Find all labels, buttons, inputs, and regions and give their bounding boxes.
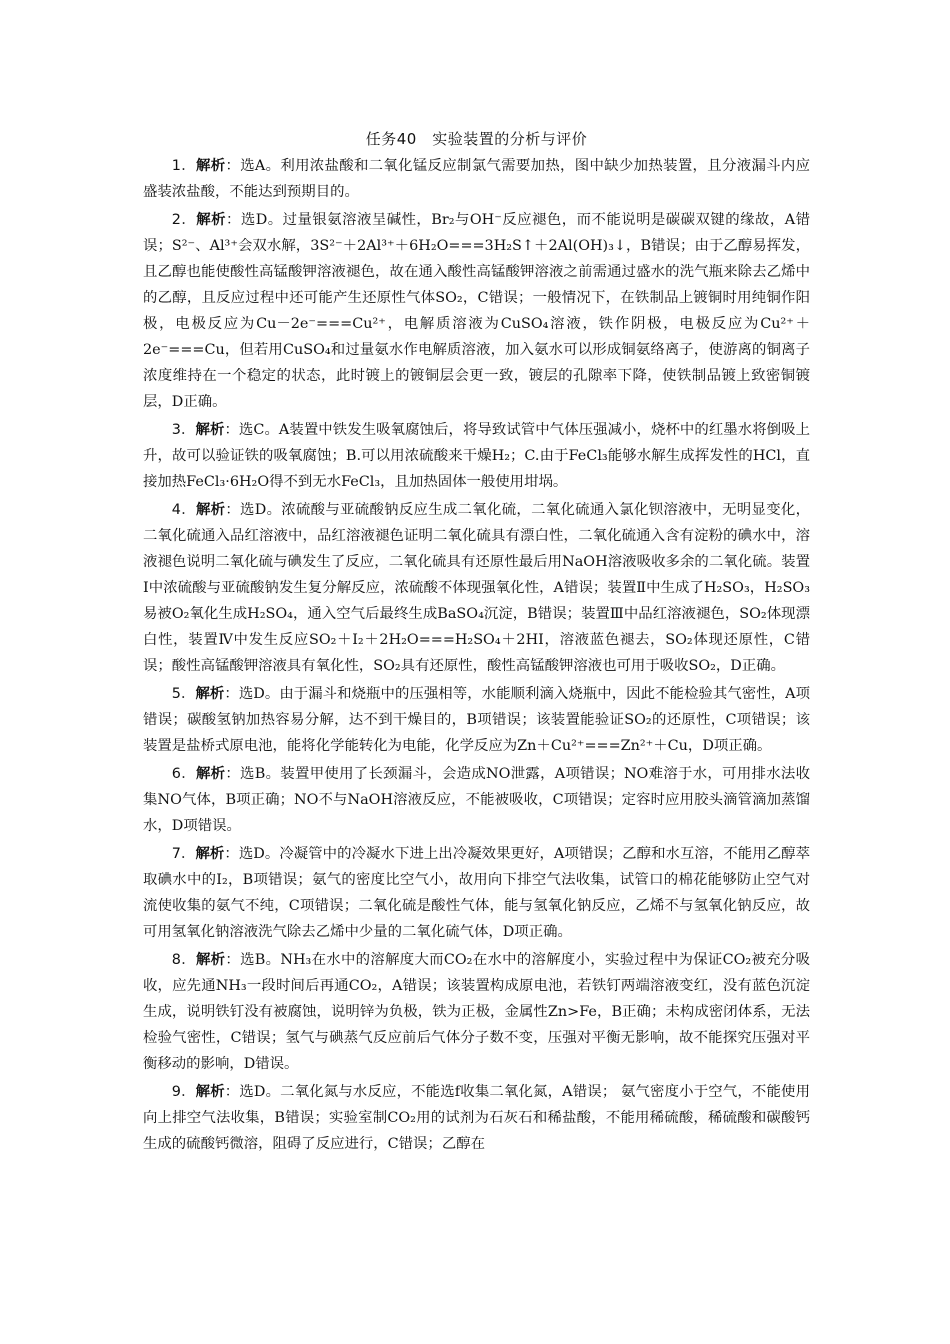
answer-label: 解析	[195, 422, 225, 438]
answer-8	[143, 947, 810, 1077]
answer-text: ：选B。NH₃在水中的溶解度大而CO₂在水中的溶解度小，实验过程中为保证CO₂被充分吸收，应先通NH₃一段时间后再通CO₂，A错误；该装置构成原电池，若铁钉两端溶液变红，没有蓝色沉淀生成，说明铁钉没有被腐蚀，说明锌为负极，铁为正极，金属性Zn>Fe，B正确；未构成密闭体系，无法检验气密性，C错误；氢气与碘蒸气反应前后气体分子数不变，压强对平衡无影响，故不能探究压强对平衡移动的影响，D错误。	[143, 952, 810, 1072]
answer-4	[143, 497, 810, 679]
answer-label: 解析	[195, 952, 226, 968]
answer-text: ：选D。冷凝管中的冷凝水下进上出冷凝效果更好，A项错误；乙醇和水互溶，不能用乙醇萃取碘水中的I₂，B项错误；氨气的密度比空气小，故用向下排空气法收集，试管口的棉花能够防止空气对流使收集的氨气不纯，C项错误；二氧化硫是酸性气体，能与氢氧化钠反应，乙烯不与氢氧化钠反应，故可用氢氧化钠溶液洗气除去乙烯中少量的二氧化硫气体，D项正确。	[143, 846, 810, 940]
answer-text: ：选B。装置甲使用了长颈漏斗，会造成NO泄露，A项错误；NO难溶于水，可用排水法收集NO气体，B项正确；NO不与NaOH溶液反应，不能被吸收，C项错误；定容时应用胶头滴管滴加蒸馏水，D项错误。	[143, 766, 810, 834]
answer-label: 解析	[196, 212, 227, 228]
answer-7	[143, 841, 810, 945]
answer-text: ：选A。利用浓盐酸和二氧化锰反应制氯气需要加热，图中缺少加热装置，且分液漏斗内应盛装浓盐酸，不能达到预期目的。	[143, 158, 810, 200]
answer-label: 解析	[195, 686, 225, 702]
answer-text: ：选C。A装置中铁发生吸氧腐蚀后，将导致试管中气体压强减小，烧杯中的红墨水将倒吸上升，故可以验证铁的吸氧腐蚀；B.可以用浓硫酸来干燥H₂；C.由于FeCl₃能够水解生成挥发性的HCl，直接加热FeCl₃·6H₂O得不到无水FeCl₃，且加热固体一般使用坩埚。	[143, 422, 811, 490]
answer-number: 4．	[171, 502, 196, 518]
answer-label: 解析	[195, 502, 226, 518]
answer-3	[143, 417, 810, 495]
answer-number: 7．	[171, 846, 196, 862]
answer-number: 2．	[171, 212, 197, 228]
answer-text: ：选D。二氧化氮与水反应，不能选f收集二氧化氮，A错误； 氨气密度小于空气，不能使用向上排空气法收集，B错误；实验室制CO₂用的试剂为石灰石和稀盐酸，不能用稀硫酸，稀硫酸和碳酸钙生成的硫酸钙微溶，阻碍了反应进行，C错误；乙醇在	[143, 1084, 810, 1152]
answer-2	[143, 207, 810, 415]
answer-label: 解析	[195, 846, 225, 862]
answer-text: ：选D。过量银氨溶液呈碱性，Br₂与OH⁻反应褪色，而不能说明是碳碳双键的缘故，A错误；S²⁻、Al³⁺会双水解，3S²⁻＋2Al³⁺＋6H₂O===3H₂S↑＋2Al(OH)₃↓，B错误；由于乙醇易挥发，且乙醇也能使酸性高锰酸钾溶液褪色，故在通入酸性高锰酸钾溶液之前需通过盛水的洗气瓶来除去乙烯中的乙醇，且反应过程中还可能产生还原性气体SO₂，C错误；一般情况下，在铁制品上镀铜时用纯铜作阳极，电极反应为Cu－2e⁻===Cu²⁺，电解质溶液为CuSO₄溶液，铁作阴极，电极反应为Cu²⁺＋2e⁻===Cu，但若用CuSO₄和过量氨水作电解质溶液，加入氨水可以形成铜氨络离子，使游离的铜离子浓度维持在一个稳定的状态，此时镀上的镀铜层会更一致，镀层的孔隙率下降，使铁制品镀上致密铜镀层，D正确。	[143, 212, 810, 410]
answer-text: ：选D。浓硫酸与亚硫酸钠反应生成二氧化硫，二氧化硫通入氯化钡溶液中，无明显变化，二氧化硫通入品红溶液中，品红溶液褪色证明二氧化硫具有漂白性，二氧化硫通入含有淀粉的碘水中，溶液褪色说明二氧化硫与碘发生了反应，二氧化硫具有还原性最后用NaOH溶液吸收多余的二氧化硫。装置Ⅰ中浓硫酸与亚硫酸钠发生复分解反应，浓硫酸不体现强氧化性，A错误；装置Ⅱ中生成了H₂SO₃，H₂SO₃易被O₂氧化生成H₂SO₄，通入空气后最终生成BaSO₄沉淀，B错误；装置Ⅲ中品红溶液褪色，SO₂体现漂白性，装置Ⅳ中发生反应SO₂＋I₂＋2H₂O===H₂SO₄＋2HI，溶液蓝色褪去，SO₂体现还原性，C错误；酸性高锰酸钾溶液具有氧化性，SO₂具有还原性，酸性高锰酸钾溶液也可用于吸收SO₂，D正确。	[143, 502, 810, 674]
answer-label: 解析	[196, 158, 226, 174]
answer-1	[143, 153, 810, 205]
answer-6	[143, 761, 810, 839]
answer-label: 解析	[195, 766, 226, 782]
answer-number: 6．	[171, 766, 196, 782]
answer-label: 解析	[195, 1084, 225, 1100]
page-title: 任务40 实验装置的分析与评价	[365, 130, 588, 148]
answer-number: 9．	[171, 1084, 196, 1100]
answer-9	[143, 1079, 810, 1157]
answer-5	[143, 681, 810, 759]
answer-text: ：选D。由于漏斗和烧瓶中的压强相等，水能顺利滴入烧瓶中，因此不能检验其气密性，A项错误；碳酸氢钠加热容易分解，达不到干燥目的，B项错误；该装置能验证SO₂的还原性，C项错误；该装置是盐桥式原电池，能将化学能转化为电能，化学反应为Zn＋Cu²⁺===Zn²⁺＋Cu，D项正确。	[143, 686, 810, 754]
answer-number: 1．	[171, 158, 197, 174]
answer-number: 5．	[171, 686, 196, 702]
answer-number: 8．	[171, 952, 196, 968]
answer-number: 3．	[171, 422, 196, 438]
